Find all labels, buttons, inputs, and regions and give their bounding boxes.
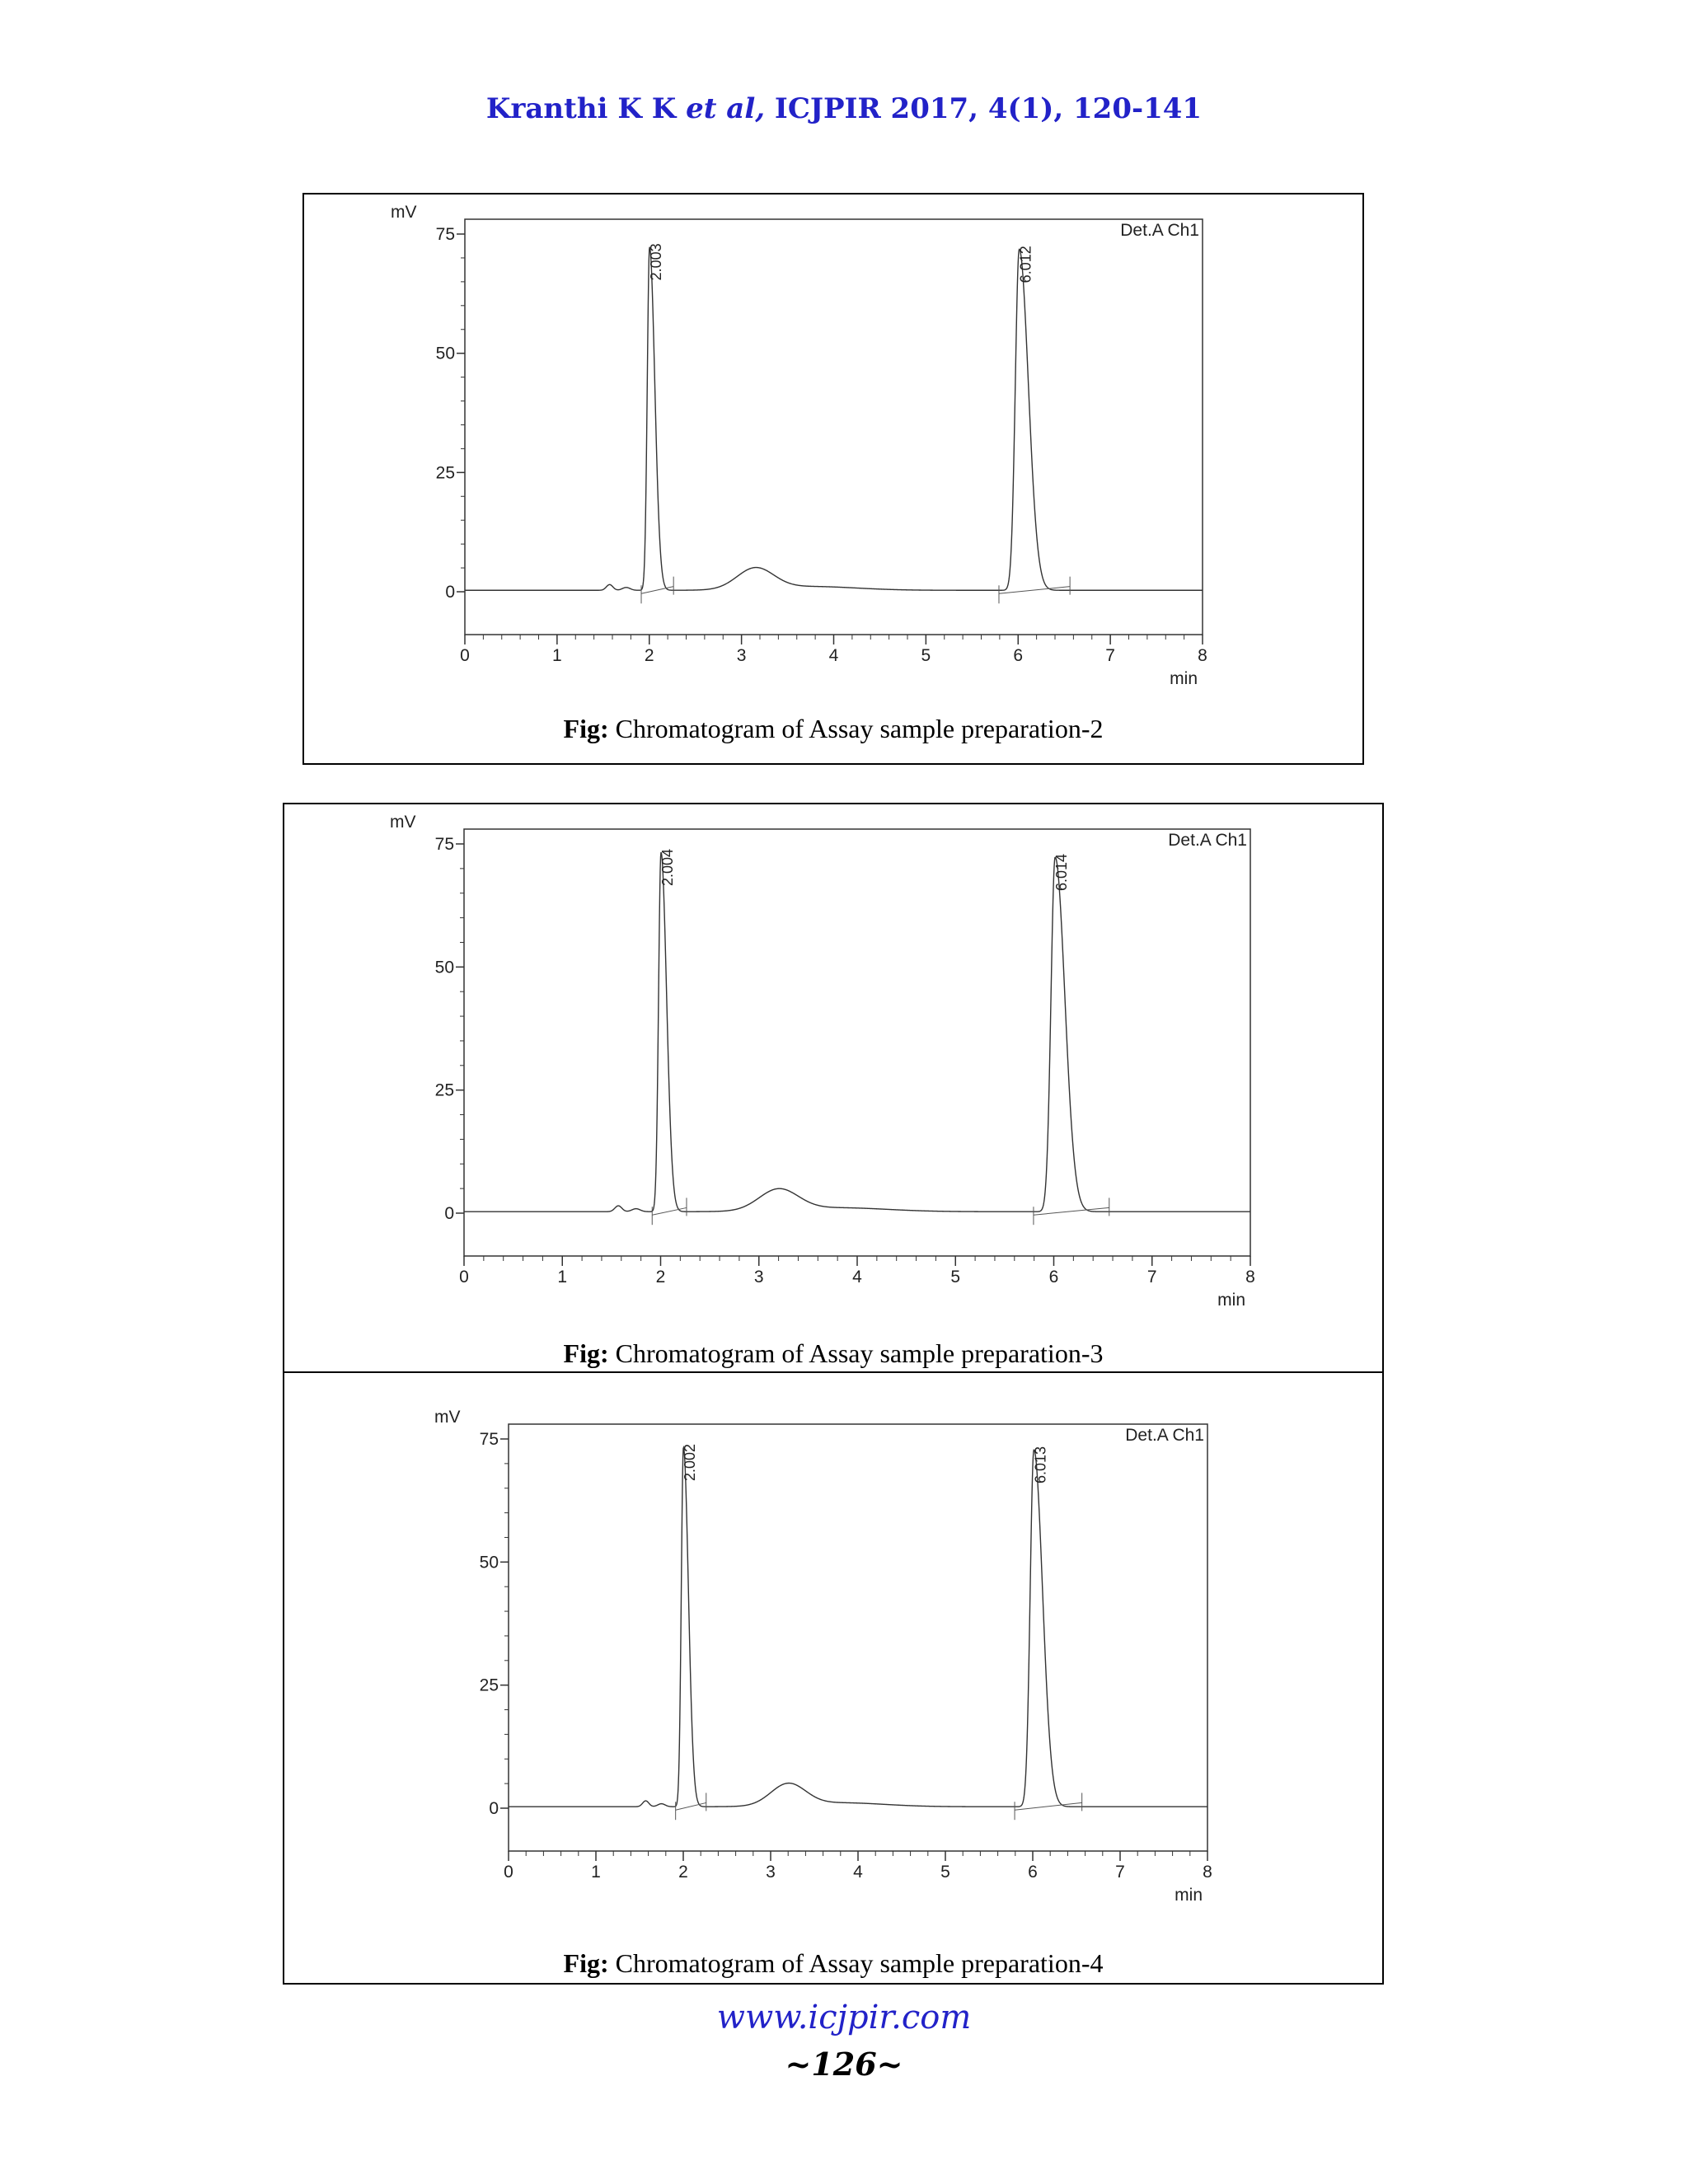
- y-tick-label: 0: [444, 1204, 454, 1223]
- x-tick-label: 4: [853, 1863, 863, 1882]
- caption-text: Chromatogram of Assay sample preparation-2: [615, 714, 1104, 743]
- channel-label: Det.A Ch1: [1125, 1426, 1204, 1445]
- running-head: [0, 92, 1688, 125]
- x-tick-label: 2: [655, 1268, 666, 1286]
- channel-label: Det.A Ch1: [1168, 831, 1247, 850]
- x-tick-label: 2: [644, 646, 654, 665]
- x-tick-label: 5: [950, 1268, 961, 1286]
- caption-label: Fig:: [563, 714, 609, 743]
- caption-label: Fig:: [563, 1948, 609, 1978]
- y-tick-label: 75: [435, 225, 455, 244]
- chromatogram-prep-4: [284, 1373, 1386, 1986]
- x-tick-label: 1: [591, 1863, 601, 1882]
- y-tick-label: 50: [479, 1553, 499, 1572]
- chromatogram-trace: [464, 852, 1250, 1212]
- x-axis-label: min: [1170, 669, 1198, 688]
- peak-label: 2.002: [682, 1443, 699, 1481]
- plot-frame: [465, 219, 1203, 635]
- chromatogram-prep-3: [284, 804, 1386, 1375]
- x-tick-label: 0: [460, 646, 470, 665]
- x-tick-label: 6: [1013, 646, 1024, 665]
- y-tick-label: 0: [445, 583, 455, 602]
- y-tick-label: 50: [434, 958, 454, 977]
- y-tick-label: 0: [489, 1799, 499, 1818]
- figure-caption: [284, 1338, 1382, 1369]
- chromatogram-trace: [509, 1447, 1207, 1807]
- chromatogram-prep-2: [304, 194, 1366, 766]
- caption-text: Chromatogram of Assay sample preparation-3: [615, 1338, 1104, 1368]
- y-tick-label: 25: [479, 1675, 499, 1695]
- x-tick-label: 3: [766, 1863, 776, 1882]
- y-tick-label: 75: [479, 1430, 499, 1449]
- peak-label: 6.014: [1053, 853, 1071, 891]
- x-tick-label: 6: [1048, 1268, 1059, 1286]
- chromatogram-trace: [465, 247, 1203, 591]
- plot-frame: [464, 829, 1250, 1256]
- plot-frame: [509, 1424, 1207, 1851]
- x-tick-label: 1: [557, 1268, 568, 1286]
- y-axis-label: mV: [434, 1408, 461, 1427]
- peak-label: 2.004: [659, 848, 676, 886]
- peak-label: 2.003: [648, 243, 665, 281]
- channel-label: Det.A Ch1: [1120, 221, 1199, 240]
- x-tick-label: 3: [753, 1268, 764, 1286]
- peak-label: 6.013: [1032, 1446, 1049, 1483]
- x-tick-label: 5: [921, 646, 931, 665]
- x-tick-label: 4: [828, 646, 839, 665]
- x-tick-label: 2: [678, 1863, 688, 1882]
- y-tick-label: 75: [434, 835, 454, 854]
- footer-url[interactable]: www.icjpir.com: [716, 1999, 972, 2036]
- x-tick-label: 8: [1198, 646, 1207, 665]
- header-journal: ICJPIR 2017, 4(1), 120-141: [774, 92, 1203, 125]
- x-axis-label: min: [1217, 1291, 1245, 1310]
- figure-caption: [304, 714, 1362, 744]
- x-tick-label: 8: [1245, 1268, 1255, 1286]
- y-axis-label: mV: [390, 813, 416, 832]
- x-tick-label: 7: [1105, 646, 1115, 665]
- figure-prep-4: [283, 1371, 1384, 1985]
- figure-prep-3: [283, 803, 1384, 1373]
- header-etal: et al,: [686, 92, 766, 125]
- x-tick-label: 0: [459, 1268, 469, 1286]
- figure-caption: [284, 1948, 1382, 1979]
- x-tick-label: 1: [552, 646, 562, 665]
- x-tick-label: 6: [1028, 1863, 1038, 1882]
- x-tick-label: 7: [1146, 1268, 1157, 1286]
- x-tick-label: 3: [736, 646, 747, 665]
- header-authors: Kranthi K K: [485, 92, 677, 125]
- x-tick-label: 0: [504, 1863, 513, 1882]
- y-tick-label: 25: [435, 463, 455, 483]
- x-axis-label: min: [1175, 1886, 1203, 1905]
- y-tick-label: 50: [435, 344, 455, 363]
- x-tick-label: 5: [940, 1863, 950, 1882]
- footer-page-number: ~126~: [785, 2046, 903, 2083]
- y-tick-label: 25: [434, 1080, 454, 1100]
- figure-prep-2: [302, 193, 1364, 765]
- x-tick-label: 7: [1115, 1863, 1125, 1882]
- caption-text: Chromatogram of Assay sample preparation-4: [615, 1948, 1104, 1978]
- peak-label: 6.012: [1017, 246, 1034, 284]
- caption-label: Fig:: [563, 1338, 609, 1368]
- y-axis-label: mV: [391, 203, 417, 222]
- x-tick-label: 4: [852, 1268, 862, 1286]
- x-tick-label: 8: [1203, 1863, 1212, 1882]
